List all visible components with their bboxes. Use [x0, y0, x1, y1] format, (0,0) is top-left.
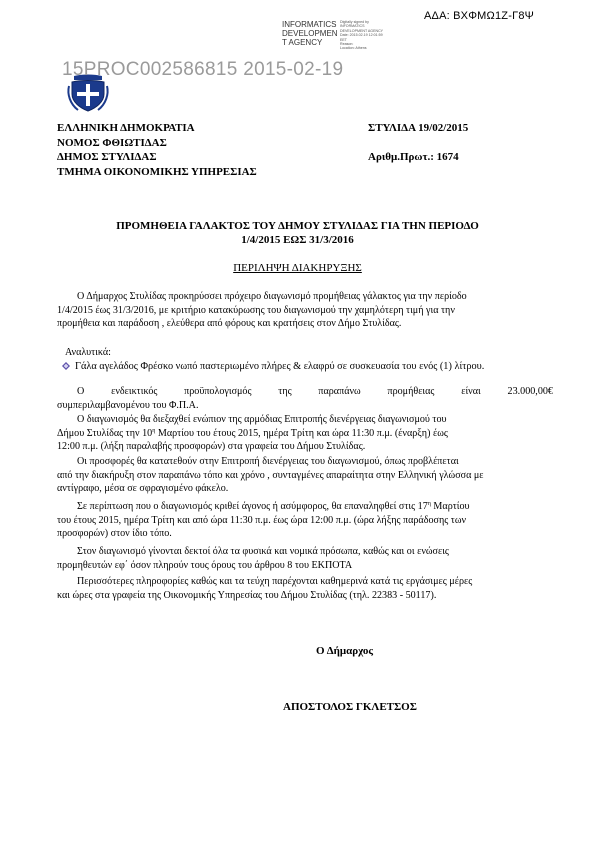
budget-word: ενδεικτικός [111, 386, 158, 397]
budget-paragraph [57, 385, 553, 412]
info-line: Περισσότερες πληροφορίες καθώς και τα τεύχη παρέχονται καθημερινά κατά τις εργάσιμες μέρες [77, 576, 473, 587]
signature-detail-line: Location: Athens [340, 46, 367, 51]
budget-amount: 23.000,00€ [507, 386, 553, 397]
repeat-line: του έτους 2015, ημέρα Τρίτη και από ώρα 11:30 π.μ. έως ώρα 12:00 π.μ. (ώρα λήξης παράδοσης των [57, 514, 467, 526]
digital-signature-agency [282, 20, 338, 47]
place-date: ΣΤΥΛΙΔΑ 19/02/2015 [368, 122, 469, 134]
budget-word: Ο [77, 386, 85, 397]
tender-line [57, 427, 553, 441]
bullet-text: Γάλα αγελάδος Φρέσκο νωπό παστεριωμένο πλήρες & ελαφρύ σε συσκευασία του ενός (1) λίτρου. [75, 361, 485, 372]
protocol-number: Αριθμ.Πρωτ.: 1674 [368, 151, 459, 163]
title-line: ΠΡΟΜΗΘΕΙΑ ΓΑΛΑΚΤΟΣ ΤΟΥ ΔΗΜΟΥ ΣΤΥΛΙΔΑΣ ΓΙΑ ΤΗΝ ΠΕΡΙΟΔΟ [116, 220, 479, 232]
offers-line: Οι προσφορές θα κατατεθούν στην Επιτροπή διενέργειας του διαγωνισμού, όπως προβλέπεται [77, 456, 459, 467]
repeat-text: Μαρτίου [430, 501, 470, 512]
tender-text: Δήμου Στυλίδας την 10 [57, 427, 153, 439]
signature-detail-line: INFORMATICS [340, 24, 365, 29]
offers-line: αντίγραφο, μέσα σε σφραγισμένο φάκελο. [57, 483, 229, 495]
ada-code: ΑΔΑ: ΒΧΦΜΩ1Ζ-Γ8Ψ [424, 10, 535, 22]
digital-signature-details [340, 20, 410, 51]
signature-detail-line: Reason: [340, 42, 354, 47]
budget-word: της [278, 386, 292, 397]
signature-detail-line: Date: 2015.02.19 12:01:59 [340, 33, 383, 38]
signature-detail-line: Digitally signed by [340, 20, 369, 24]
eligibility-line: Στον διαγωνισμό γίνονται δεκτοί όλα τα φυσικά και νομικά πρόσωπα, καθώς και οι ενώσεις [77, 546, 449, 557]
protocol-watermark: 15PROC002586815 2015-02-19 [62, 59, 344, 80]
document-title [90, 219, 505, 247]
reference-block [368, 121, 468, 165]
info-paragraph [57, 575, 553, 602]
intro-line: προμήθεια και παράδοση , ελεύθερα από φόρους και κρατήσεις στον Δήμο Στυλίδας. [57, 318, 402, 330]
repeat-line: προσφορών) στον ίδιο τόπο. [57, 528, 172, 540]
tender-text: Μαρτίου του έτους 2015, ημέρα Τρίτη και ώρα 11:30 π.μ. (έναρξη) έως [155, 427, 448, 439]
budget-word: είναι [461, 386, 481, 397]
issuer-line: ΔΗΜΟΣ ΣΤΥΛΙΔΑΣ [57, 151, 157, 163]
issuer-block [57, 121, 257, 179]
signatory-title: Ο Δήμαρχος [316, 645, 374, 657]
ordinal-suffix: η [152, 427, 156, 434]
offers-line: από την διακήρυξη στον παραπάνω τόπο και χρόνο , συνταγμένες απαραίτητα στην Ελληνική γλώσσα με [57, 469, 484, 481]
signature-agency-line: INFORMATICS [282, 20, 337, 29]
eligibility-line: προμηθευτών εφ΄ όσον πληρούν τους όρους του άρθρου 8 του ΕΚΠΟΤΑ [57, 559, 353, 571]
document-subtitle: ΠΕΡΙΛΗΨΗ ΔΙΑΚΗΡΥΞΗΣ [233, 262, 362, 274]
issuer-line: ΝΟΜΟΣ ΦΘΙΩΤΙΔΑΣ [57, 136, 167, 149]
tender-paragraph [57, 413, 553, 454]
signature-detail-line: EET [340, 37, 347, 42]
repeat-text: Σε περίπτωση που ο διαγωνισμός κριθεί άγονος ή ασύμφορος, θα επαναληφθεί στις 17 [77, 501, 428, 512]
intro-line: 1/4/2015 έως 31/3/2016, με κριτήριο κατακύρωσης του διαγωνισμού την χαμηλότερη τιμή για την [57, 304, 455, 316]
budget-line: συμπεριλαμβανομένου του Φ.Π.Α. [57, 399, 199, 411]
repeat-line [57, 500, 553, 514]
cross-horizontal [77, 92, 99, 96]
issuer-line: ΕΛΛΗΝΙΚΗ ΔΗΜΟΚΡΑΤΙΑ [57, 122, 195, 134]
signatory-name: ΑΠΟΣΤΟΛΟΣ ΓΚΛΕΤΣΟΣ [283, 701, 417, 713]
diamond-bullet-icon [62, 362, 70, 370]
repeat-paragraph [57, 500, 553, 541]
budget-word: προμήθειας [387, 386, 435, 397]
budget-word: παραπάνω [318, 386, 361, 397]
ordinal-suffix: η [427, 501, 431, 507]
budget-word: προϋπολογισμός [184, 386, 252, 397]
title-line: 1/4/2015 ΕΩΣ 31/3/2016 [241, 234, 354, 246]
spacer-line [368, 136, 468, 151]
issuer-line: ΤΜΗΜΑ ΟΙΚΟΝΟΜΙΚΗΣ ΥΠΗΡΕΣΙΑΣ [57, 165, 257, 178]
signature-agency-line: T AGENCY [282, 38, 323, 47]
tender-line: 12:00 π.μ. (λήξη παραλαβής προσφορών) στα γραφεία του Δήμου Στυλίδας. [57, 441, 366, 453]
details-label: Αναλυτικά: [65, 347, 111, 358]
signature-agency-line: DEVELOPMEN [282, 29, 338, 38]
eligibility-paragraph [57, 545, 553, 572]
offers-paragraph [57, 455, 553, 496]
intro-line: Ο Δήμαρχος Στυλίδας προκηρύσσει πρόχειρο διαγωνισμό προμήθειας γάλακτος για την περίοδο [77, 291, 467, 302]
intro-paragraph [57, 290, 553, 331]
info-line: και ώρες στα γραφεία της Οικονομικής Υπηρεσίας του Δήμου Στυλίδας (τηλ. 22383 - 50117). [57, 589, 437, 601]
list-item [62, 361, 484, 372]
tender-line: Ο διαγωνισμός θα διεξαχθεί ενώπιον της αρμόδιας Επιτροπής διενέργειας διαγωνισμού του [77, 414, 447, 425]
budget-line [57, 385, 553, 399]
signature-detail-line: DEVELOPMENT AGENCY [340, 28, 384, 33]
